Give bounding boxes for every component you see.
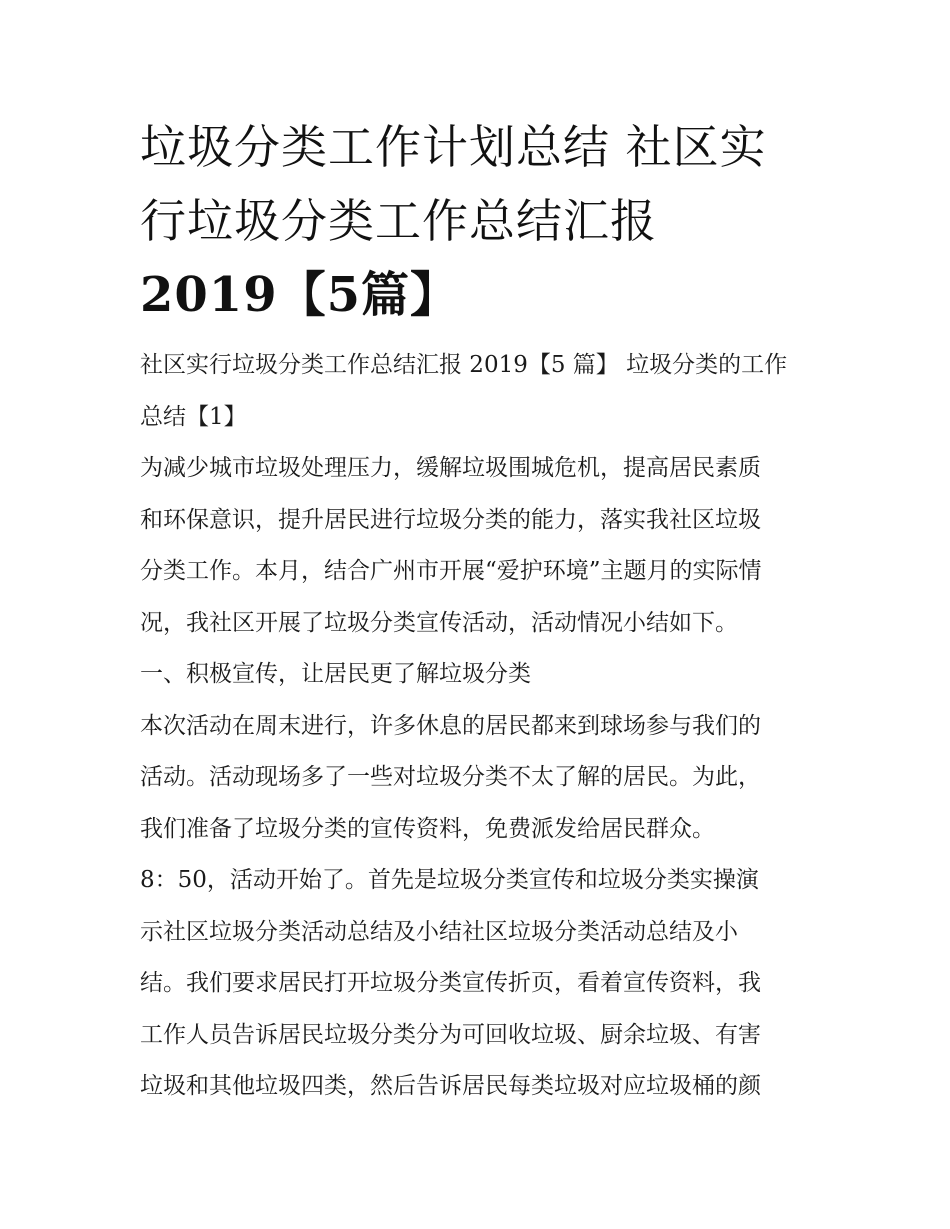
body-line: 我们准备了垃圾分类的宣传资料，免费派发给居民群众。 xyxy=(140,815,715,842)
body-line: 分类工作。本月，结合广州市开展“爱护环境”主题月的实际情 xyxy=(140,558,762,584)
title-line-2: 行垃圾分类工作总结汇报 xyxy=(140,194,657,248)
body-line: 本次活动在周末进行，许多休息的居民都来到球场参与我们的 xyxy=(140,712,761,739)
body-line: 8：50，活动开始了。首先是垃圾分类宣传和垃圾分类实操演 xyxy=(140,867,759,893)
body-line: 况，我社区开展了垃圾分类宣传活动，活动情况小结如下。 xyxy=(140,609,738,636)
document-page xyxy=(140,110,820,1113)
body-line: 结。我们要求居民打开垃圾分类宣传折页，看着宣传资料，我 xyxy=(140,970,761,996)
title-line-3: 2019【5篇】 xyxy=(140,267,459,323)
body-line: 工作人员告诉居民垃圾分类分为可回收垃圾、厨余垃圾、有害 xyxy=(140,1021,761,1048)
section-heading: 一、积极宣传，让居民更了解垃圾分类 xyxy=(140,661,531,687)
body-line: 社区实行垃圾分类工作总结汇报 2019【5 篇】 垃圾分类的工作 xyxy=(140,352,788,378)
body-line: 和环保意识，提升居民进行垃圾分类的能力，落实我社区垃圾 xyxy=(140,506,761,533)
document-body xyxy=(140,340,820,1113)
body-line: 活动。活动现场多了一些对垃圾分类不太了解的居民。为此， xyxy=(140,764,761,790)
title-line-1: 垃圾分类工作计划总结 社区实 xyxy=(140,120,767,174)
body-line: 总结【1】 xyxy=(140,403,247,430)
body-line: 示社区垃圾分类活动总结及小结社区垃圾分类活动总结及小 xyxy=(140,918,738,945)
document-title xyxy=(140,110,820,332)
body-line: 为减少城市垃圾处理压力，缓解垃圾围城危机，提高居民素质 xyxy=(140,455,761,481)
body-line: 垃圾和其他垃圾四类，然后告诉居民每类垃圾对应垃圾桶的颜 xyxy=(140,1073,761,1099)
